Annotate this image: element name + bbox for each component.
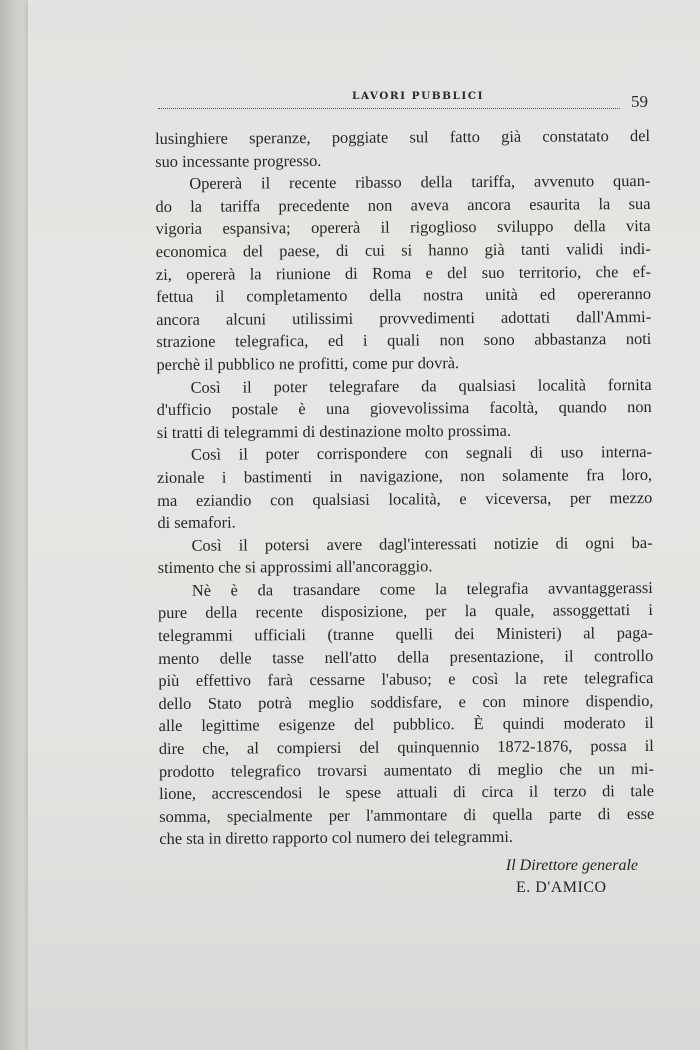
body-text: [155, 125, 654, 851]
text-line: Opererà il recente ribasso della tariffa, avvenuto quan-: [189, 171, 651, 193]
book-spine-shadow: [0, 0, 28, 1050]
text-line: do la tariffa precedente non aveva ancora esaurita la sua: [155, 193, 651, 216]
text-line: suo incessante progresso.: [155, 150, 322, 171]
text-line: d'ufficio postale è una giovevolissima facoltà, quando non: [156, 397, 652, 420]
paragraph: [155, 125, 650, 173]
text-line: alle legittime esigenze del pubblico. È quindi moderato il: [158, 713, 654, 736]
text-line: prodotto telegrafico trovarsi aumentato di meglio che un mi-: [158, 758, 654, 781]
text-line: Nè è da trasandare come la telegrafia avvantaggerassi: [191, 577, 653, 600]
text-line: somma, specialmente per l'ammontare di quella parte di esse: [159, 803, 655, 826]
text-line: che sta in diretto rapporto col numero dei telegrammi.: [159, 827, 514, 849]
text-line: si tratti di telegrammi di destinazione molto prossima.: [156, 420, 512, 442]
text-line: zionale i bastimenti in navigazione, non solamente fra loro,: [157, 464, 653, 487]
text-line: zi, opererà la riunione di Roma e del suo territorio, che ef-: [155, 261, 651, 284]
page-number: 59: [631, 92, 648, 111]
text-line: dello Stato potrà meglio soddisfare, e con minore dispendio,: [158, 690, 654, 713]
text-line: stimento che si approssimi all'ancoraggio.: [157, 556, 433, 578]
text-line: Così il poter telegrafare da qualsiasi località fornita: [190, 374, 652, 397]
header-dotted-rule: [158, 108, 620, 109]
running-header: [158, 86, 648, 120]
text-line: lione, accrescendosi le spese attuali di circa il terzo di tale: [159, 781, 655, 804]
text-line: vigoria espansiva; opererà il rigoglioso sviluppo della vita: [155, 216, 651, 239]
paragraph: [157, 374, 652, 445]
text-line: lusinghiere speranze, poggiate sul fatto già constatato del: [155, 125, 651, 148]
text-line: dire che, al compiersi del quinquennio 1872-1876, possa il: [158, 735, 654, 759]
running-header-title: LAVORI PUBBLICI: [352, 90, 485, 102]
text-line: più effettivo farà cessarne l'abuso; e così la rete telegrafica: [158, 668, 654, 691]
text-line: strazione telegrafica, ed i quali non sono abbastanza noti: [156, 329, 652, 352]
text-line: ma eziandio con qualsiasi località, e viceversa, per mezzo: [157, 487, 653, 510]
text-line: ancora alcuni utilissimi provvedimenti adottati dall'Ammi-: [156, 306, 652, 329]
text-line: telegrammi ufficiali (tranne quelli dei Ministeri) al paga-: [158, 623, 654, 646]
text-line: di semafori.: [157, 512, 236, 533]
text-line: fettua il completamento della nostra unità ed opereranno: [155, 284, 652, 307]
signature-role: Il Direttore generale: [505, 857, 638, 874]
text-line: Così il potersi avere dagl'interessati notizie di ogni ba-: [191, 532, 653, 555]
signature-block: [470, 857, 650, 897]
text-line: economica del paese, di cui si hanno già tanti validi indi-: [155, 238, 651, 261]
signature-name: E. D'AMICO: [516, 879, 607, 896]
paragraph: [157, 532, 652, 580]
text-line: mento delle tasse nell'atto della presentazione, il controllo: [158, 645, 654, 668]
text-line: pure della recente disposizione, per la quale, assoggettati i: [157, 600, 654, 623]
text-line: perchè il pubblico ne profitti, come pur dovrà.: [156, 353, 460, 374]
paragraph: [157, 441, 653, 534]
paragraph: [158, 577, 655, 851]
paragraph: [155, 170, 651, 376]
text-line: Così il poter corrispondere con segnali di uso interna-: [190, 442, 653, 465]
